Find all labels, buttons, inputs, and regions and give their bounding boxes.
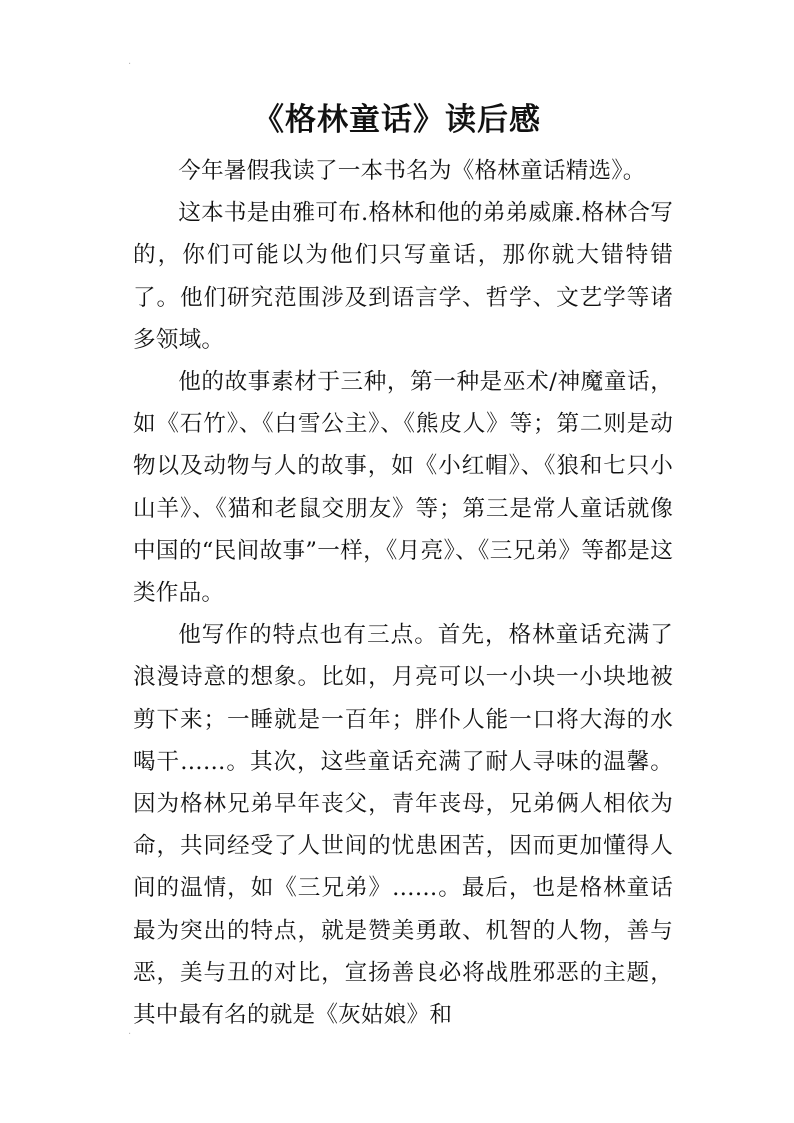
article-body bbox=[133, 150, 673, 1036]
paragraph-2: 这本书是由雅可布.格林和他的弟弟威廉.格林合写的，你们可能以为他们只写童话，那你就大错特错了。他们研究范围涉及到语言学、哲学、文艺学等诸多领域。 bbox=[133, 200, 673, 353]
paragraph-3: 他的故事素材于三种，第一种是巫术/神魔童话，如《石竹》、《白雪公主》、《熊皮人》等；第二则是动物以及动物与人的故事，如《小红帽》、《狼和七只小山羊》、《猫和老鼠交朋友》等；第三是常人童话就像中国的“民间故事”一样，《月亮》、《三兄弟》等都是这类作品。 bbox=[133, 369, 673, 607]
corner-mark-top: · bbox=[128, 59, 132, 70]
corner-mark-bottom: · bbox=[128, 1029, 132, 1040]
paragraph-4: 他写作的特点也有三点。首先，格林童话充满了浪漫诗意的想象。比如，月亮可以一小块一小块地被剪下来；一睡就是一百年；胖仆人能一口将大海的水喝干……。其次，这些童话充满了耐人寻味的温馨。因为格林兄弟早年丧父，青年丧母，兄弟俩人相依为命，共同经受了人世间的忧患困苦，因而更加懂得人间的温情，如《三兄弟》……。最后，也是格林童话最为突出的特点，就是赞美勇敢、机智的人物，善与恶，美与丑的对比，宣扬善良必将战胜邪恶的主题，其中最有名的就是《灰姑娘》和 bbox=[133, 622, 673, 1029]
page-title: 《格林童话》读后感 bbox=[253, 102, 541, 138]
paragraph-1: 今年暑假我读了一本书名为《格林童话精选》。 bbox=[178, 158, 646, 184]
